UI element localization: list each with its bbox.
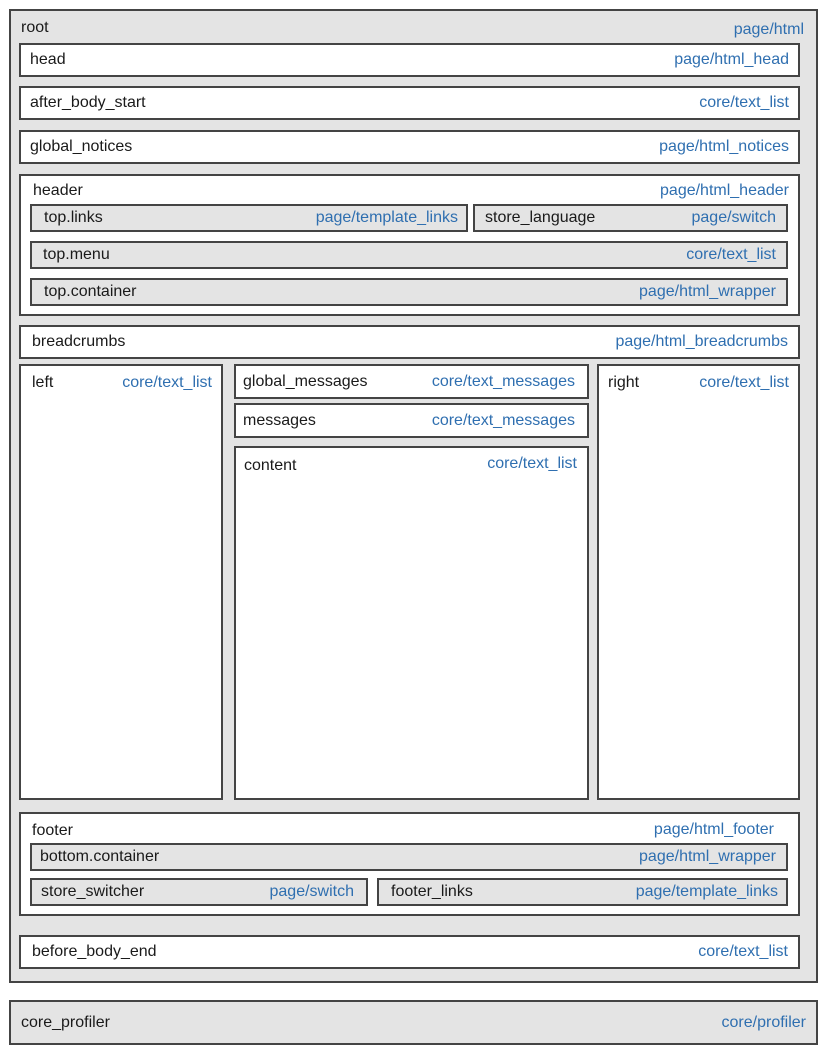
store-switcher-block [30, 878, 368, 906]
after-body-start-block [19, 86, 800, 120]
core-profiler-block [9, 1000, 818, 1045]
top-menu-label: top.menu [43, 246, 110, 263]
top-menu-block [30, 241, 788, 269]
before-body-end-label: before_body_end [32, 943, 157, 960]
store-language-type: page/switch [691, 209, 776, 226]
left-type: core/text_list [122, 374, 212, 391]
top-links-type: page/template_links [315, 209, 458, 226]
store-switcher-label: store_switcher [41, 883, 145, 900]
footer-type: page/html_footer [653, 821, 774, 838]
left-label: left [32, 374, 54, 391]
footer-links-label: footer_links [391, 883, 473, 900]
top-container-block [30, 278, 788, 306]
global-notices-label: global_notices [30, 138, 133, 155]
root-label: root [21, 19, 49, 36]
before-body-end-type: core/text_list [698, 943, 788, 960]
core-profiler-type: core/profiler [721, 1013, 806, 1031]
header-type: page/html_header [660, 182, 789, 199]
right-type: core/text_list [699, 374, 789, 391]
bottom-container-type: page/html_wrapper [639, 848, 776, 865]
content-label: content [244, 457, 297, 474]
top-container-type: page/html_wrapper [639, 283, 776, 300]
global-notices-block [19, 130, 800, 164]
messages-block [234, 403, 589, 438]
messages-label: messages [243, 411, 316, 429]
head-label: head [30, 51, 66, 68]
store-language-block [473, 204, 788, 232]
footer-label: footer [32, 822, 73, 839]
top-links-label: top.links [44, 209, 103, 226]
content-type: core/text_list [487, 455, 577, 472]
right-label: right [608, 374, 640, 391]
footer-links-block [377, 878, 788, 906]
global-messages-label: global_messages [243, 372, 368, 390]
before-body-end-block [19, 935, 800, 969]
head-type: page/html_head [674, 51, 789, 68]
content-block [234, 446, 589, 800]
right-block [597, 364, 800, 800]
bottom-container-block [30, 843, 788, 871]
top-container-label: top.container [44, 283, 137, 300]
messages-type: core/text_messages [431, 411, 575, 429]
after-body-start-label: after_body_start [30, 94, 146, 111]
core-profiler-label: core_profiler [21, 1013, 110, 1031]
store-language-label: store_language [485, 209, 596, 226]
left-block [19, 364, 223, 800]
global-notices-type: page/html_notices [659, 138, 789, 155]
after-body-start-type: core/text_list [699, 94, 789, 111]
breadcrumbs-type: page/html_breadcrumbs [615, 333, 788, 350]
store-switcher-type: page/switch [269, 883, 354, 900]
head-block [19, 43, 800, 77]
global-messages-block [234, 364, 589, 399]
global-messages-type: core/text_messages [431, 372, 575, 390]
top-menu-type: core/text_list [686, 246, 776, 263]
top-links-block [30, 204, 468, 232]
header-label: header [33, 182, 83, 199]
root-type: page/html [733, 21, 804, 38]
breadcrumbs-block [19, 325, 800, 359]
footer-links-type: page/template_links [635, 883, 778, 900]
breadcrumbs-label: breadcrumbs [32, 333, 126, 350]
bottom-container-label: bottom.container [40, 848, 160, 865]
